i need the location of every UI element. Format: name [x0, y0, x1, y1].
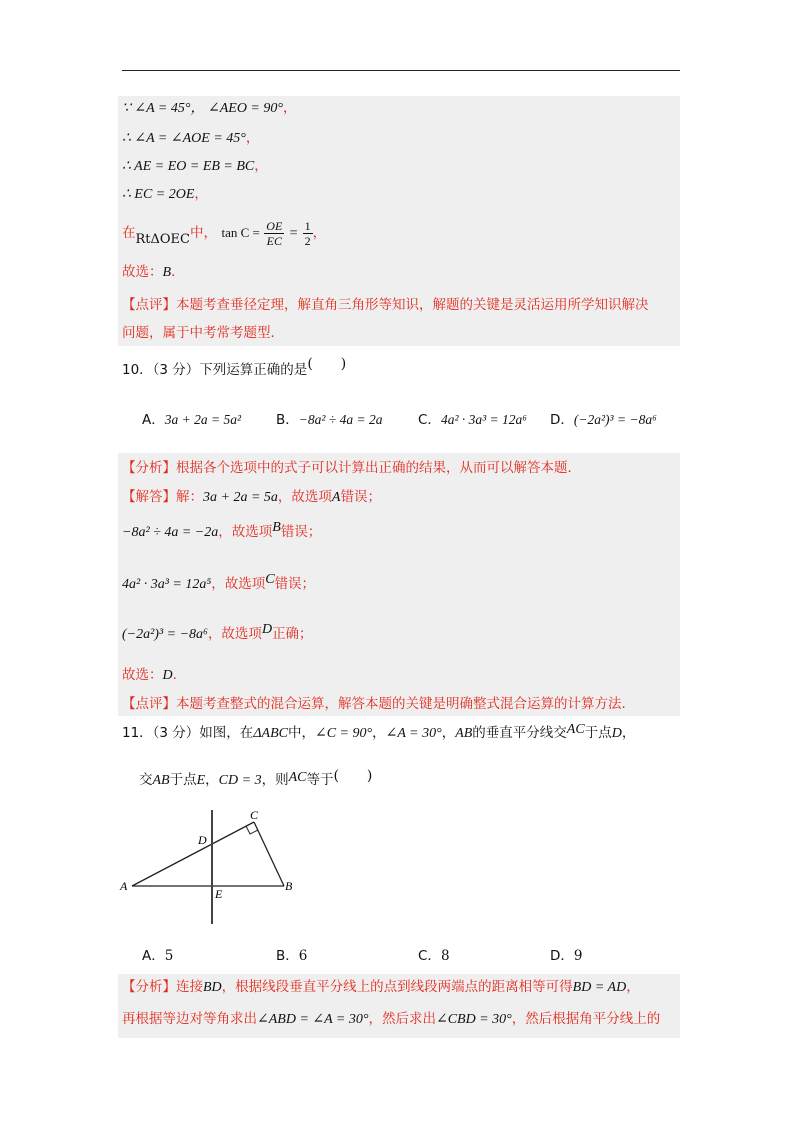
- q9-eq: =: [288, 226, 299, 241]
- q10-stem-text: 10．（3 分）下列运算正确的是: [122, 362, 308, 378]
- q11-angle-a: ∠A = 30°: [385, 726, 442, 741]
- q9-expr-3: ∴ AE = EO = EB = BC: [122, 159, 255, 174]
- q10-text-1: ，故选项: [277, 489, 332, 505]
- q9-line-3: [122, 156, 268, 177]
- q10-option-d-label: D．: [550, 412, 574, 428]
- q9-line-4: [122, 184, 208, 205]
- segment-ac: [132, 822, 254, 886]
- q10-option-a-label: A．: [142, 412, 165, 428]
- q10-expr-3: 4a² · 3a³ = 12a⁵: [122, 577, 212, 592]
- q9-answer: [122, 262, 185, 283]
- label-c: C: [250, 808, 259, 822]
- q10-text-4: ，故选项: [207, 626, 262, 642]
- q9-tan: tan C =: [221, 225, 260, 240]
- q11-option-a-value: 5: [164, 948, 174, 964]
- q11-figure: [116, 806, 306, 928]
- q11-analysis-e: ，然后求出: [368, 1011, 436, 1027]
- header-rule: [122, 70, 680, 71]
- q10-option-c-label: C．: [418, 412, 441, 428]
- label-b: B: [285, 879, 293, 893]
- q11-analysis-line-2: [122, 1009, 660, 1030]
- q10-answer-line-3: [122, 574, 315, 595]
- q11-option-c-value: 8: [440, 948, 450, 964]
- q11-stem-d: 于点: [584, 725, 612, 741]
- q9-frac1-den: EC: [266, 233, 282, 248]
- q10-option-b: [276, 408, 382, 428]
- q10-option-b-expr: −8a² ÷ 4a = 2a: [298, 412, 383, 427]
- q9-frac1-num: OE: [266, 218, 283, 233]
- q10-end-1: 错误；: [340, 489, 381, 505]
- q9-comment-1: 【点评】本题考查垂径定理，解直角三角形等知识，解题的关键是灵活运用所学知识解决: [122, 297, 649, 313]
- q11-bd: BD: [203, 980, 222, 995]
- q10-opt-4: D: [261, 622, 273, 637]
- q9-line-1: [122, 98, 296, 119]
- q10-answer-label: 故选：: [122, 667, 163, 683]
- q9-zhong: 中，: [190, 225, 217, 241]
- q11-analysis-a: 【分析】连接: [122, 979, 203, 995]
- q10-paren: ( ): [307, 356, 347, 372]
- q10-option-a-expr: 3a + 2a = 5a²: [164, 412, 242, 427]
- q10-opt-2: B: [272, 520, 281, 535]
- q10-option-d-expr: (−2a²)³ = −8a⁶: [573, 412, 657, 427]
- q11-line2-b: 于点: [169, 772, 197, 788]
- q11-angle-cbd: ∠CBD = 30°: [435, 1012, 512, 1027]
- q9-triangle-name: RtΔOEC: [135, 232, 190, 247]
- q10-text-2: ，故选项: [218, 524, 273, 540]
- q11-option-b-value: 6: [298, 948, 308, 964]
- q11-ab2: AB: [152, 773, 170, 788]
- q11-point-e: E: [196, 773, 206, 788]
- q9-comma-1: ，: [282, 100, 297, 116]
- q9-answer-label: 故选：: [122, 264, 163, 280]
- q9-comma-4: ，: [194, 186, 208, 202]
- q9-frac2-den: 2: [304, 233, 311, 248]
- q9-fraction-1: [264, 219, 284, 248]
- q11-option-c-label: C．: [418, 948, 441, 964]
- q9-fraction-2: [303, 219, 313, 248]
- q11-line2-e: 等于: [306, 772, 334, 788]
- q11-sep-2: ，: [441, 725, 456, 741]
- q11-stem-e: ，: [621, 725, 636, 741]
- q10-expr-4: (−2a²)³ = −8a⁶: [122, 627, 208, 642]
- q10-option-c: [418, 408, 527, 428]
- q11-bd-ad: BD = AD: [572, 980, 627, 995]
- q10-stem: [122, 356, 347, 380]
- q10-answer-head: 【解答】解：: [122, 489, 203, 505]
- q11-cd: CD = 3: [218, 773, 262, 788]
- q11-analysis-c: ，: [626, 979, 640, 995]
- q9-comma-2: ，: [245, 130, 260, 146]
- q11-triangle: ΔABC: [253, 726, 288, 741]
- q10-opt-1: A: [331, 490, 341, 505]
- q10-end-3: 错误；: [274, 576, 316, 592]
- q11-stem-a: 11．（3 分）如图，在: [122, 725, 254, 741]
- q11-analysis-line-1: [122, 977, 640, 998]
- q11-option-d-value: 9: [573, 948, 583, 964]
- q11-ac: AC: [566, 722, 585, 737]
- q10-answer-line-1: [122, 487, 381, 508]
- q11-analysis-f: ，然后根据角平分线上的: [511, 1011, 661, 1027]
- q11-ac2: AC: [288, 770, 307, 785]
- q10-option-d: [550, 408, 657, 428]
- q9-comma-3: ，: [254, 158, 268, 174]
- q9-expr-4: ∴ EC = 2OE: [122, 187, 195, 202]
- q11-option-d-label: D．: [550, 948, 574, 964]
- q10-final-answer: [122, 665, 186, 686]
- q9-line-5: [122, 218, 326, 249]
- q10-expr-2: −8a² ÷ 4a = −2a: [122, 525, 219, 540]
- q10-text-3: ，故选项: [211, 576, 266, 592]
- q11-option-a-label: A．: [142, 948, 165, 964]
- q9-line-2: [122, 128, 259, 149]
- q11-angle-c: ∠C = 90°: [314, 726, 373, 741]
- segment-bc: [254, 822, 284, 886]
- q11-point-d: D: [611, 726, 622, 741]
- q11-line2-a: 交: [139, 772, 153, 788]
- label-e: E: [215, 887, 223, 901]
- q10-answer-line-2: [122, 522, 321, 543]
- q9-expr-2: ∴ ∠A = ∠AOE = 45°: [122, 131, 246, 146]
- q11-stem-line-2: [139, 770, 372, 791]
- q10-option-c-expr: 4a² · 3a³ = 12a⁶: [440, 412, 527, 427]
- q11-option-b: [276, 944, 307, 964]
- q11-stem-line-1: [122, 723, 635, 744]
- q11-stem-b: 中，: [287, 725, 315, 741]
- q10-expr-1: 3a + 2a = 5a: [203, 490, 278, 505]
- q10-end-2: 错误；: [280, 524, 322, 540]
- q9-answer-value: B: [162, 265, 172, 280]
- q9-frac2-num: 1: [304, 218, 311, 233]
- q9-comment-2: 问题，属于中考常考题型．: [122, 325, 284, 341]
- q9-answer-end: ．: [171, 264, 185, 280]
- q11-option-c: [418, 944, 450, 964]
- q9-zai: 在: [122, 225, 136, 241]
- q10-answer-end: ．: [172, 667, 187, 683]
- q11-option-b-label: B．: [276, 948, 299, 964]
- q10-answer-line-4: [122, 624, 313, 645]
- q9-expr-1: ∵ ∠A = 45°， ∠AEO = 90°: [122, 101, 283, 116]
- q10-opt-3: C: [265, 572, 275, 587]
- q11-analysis-d: 再根据等边对等角求出: [122, 1011, 257, 1027]
- q11-option-d: [550, 944, 583, 964]
- q10-option-b-label: B．: [276, 412, 299, 428]
- q11-ab: AB: [455, 726, 473, 741]
- q11-line2-d: ，则: [261, 772, 289, 788]
- q9-comma-5: ，: [312, 225, 327, 241]
- q11-paren: ( ): [333, 768, 373, 784]
- q11-sep-1: ，: [372, 725, 386, 741]
- q11-stem-c: 的垂直平分线交: [472, 725, 567, 741]
- q10-option-a: [142, 408, 241, 428]
- label-d: D: [198, 833, 207, 847]
- q10-answer-value: D: [162, 668, 173, 683]
- label-a: A: [120, 879, 128, 893]
- q11-analysis-b: ，根据线段垂直平分线上的点到线段两端点的距离相等可得: [221, 979, 573, 995]
- q11-line2-c: ，: [205, 772, 219, 788]
- q11-option-a: [142, 944, 173, 964]
- q10-end-4: 正确；: [272, 626, 313, 642]
- q10-analysis: 【分析】根据各个选项中的式子可以计算出正确的结果，从而可以解答本题．: [122, 460, 581, 476]
- q11-angle-abd: ∠ABD = ∠A = 30°: [257, 1012, 369, 1027]
- q10-comment: 【点评】本题考查整式的混合运算，解答本题的关键是明确整式混合运算的计算方法．: [122, 696, 635, 712]
